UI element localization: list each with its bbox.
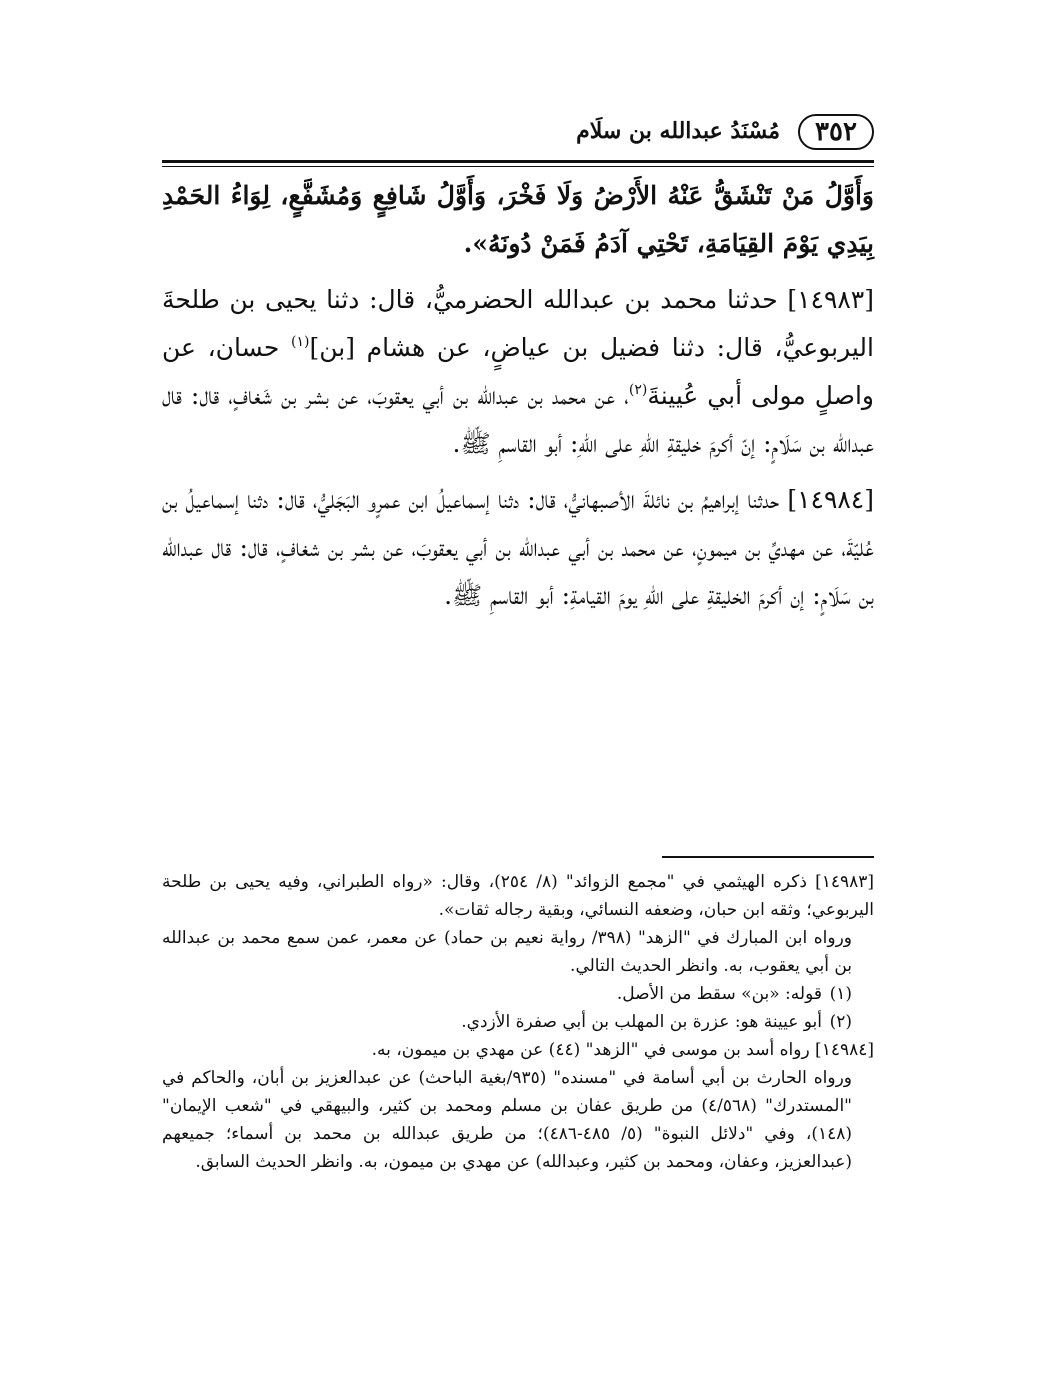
footnote-1-text: قوله: «بن» سقط من الأصل. [616, 984, 822, 1004]
footnote-2 [162, 1008, 874, 1036]
footnote-14984-takhrij: [١٤٩٨٤] رواه أسد بن موسى في "الزهد" (٤٤) عن مهدي بن ميمون، به. [371, 1040, 874, 1060]
header-rule-thick [162, 160, 874, 163]
footnote-1-number: (١) [829, 984, 852, 1004]
footnote-14983-takhrij: [١٤٩٨٣] ذكره الهيثمي في "مجمع الزوائد" (٨/ ٢٥٤)، وقال: «رواه الطبراني، وفيه يحيى بن طلحة اليربوعي؛ وثقه ابن حبان، وضعفه النسائي، وبقية رجاله ثقات». [162, 872, 874, 920]
footnote-2-number: (٢) [829, 1012, 852, 1032]
running-title: مُسْنَدُ عبدالله بن سلَام [576, 118, 780, 144]
hadith-14983 [162, 276, 874, 468]
page-number: ٣٥٢ [798, 114, 874, 150]
main-text [162, 172, 874, 620]
page-header [162, 112, 874, 156]
footnote-ref-2: (٢) [628, 382, 648, 398]
footnote-ref-1: (١) [291, 334, 310, 350]
footnotes [162, 868, 874, 1176]
footnote-14983-more: ورواه ابن المبارك في "الزهد" (٣٩٨/ رواية نعيم بن حماد) عن معمر، عمن سمع محمد بن عبدالله بن أبي يعقوب، به. وانظر الحديث التالي. [162, 928, 852, 976]
footnote-1 [162, 980, 874, 1008]
header-rule-thin [162, 166, 874, 167]
footnote-2-text: أبو عيينة هو: عزرة بن المهلب بن أبي صفرة الأزدي. [461, 1012, 822, 1032]
hadith-14983-part3: ، عن محمد بن عبدالله بن أبي يعقوبَ، عن بشر بن شَغافٍ، قال: قال عبدالله بن سَلَامٍ: إنّ أكرمَ خليقةِ اللهِ على اللهِ: أبو القاسمِ ﷺ. [162, 381, 874, 458]
hadith-quote-continuation: وَأَوَّلُ مَنْ تَنْشَقُّ عَنْهُ الأَرْضُ وَلَا فَخْرَ، وَأَوَّلُ شَافِعٍ وَمُشَفَّعٍ، لِوَاءُ الحَمْدِ بِيَدِي يَوْمَ القِيَامَةِ، تَحْتِي آدَمُ فَمَنْ دُونَهُ». [162, 181, 874, 258]
hadith-14983-part1: [١٤٩٨٣] حدثنا محمد بن عبدالله الحضرميُّ، قال: دثنا يحيى بن طلحةَ اليربوعيُّ، قال: دثنا فضيل بن عياضٍ، عن هشام [بن] [162, 285, 874, 362]
footnote-separator [662, 856, 874, 858]
hadith-14984: [١٤٩٨٤] حدثنا إبراهيمُ بن نائلةَ الأصبهانيُّ، قال: دثنا إسماعيلُ ابن عمرٍو البَجَليُّ، قال: دثنا إسماعيلُ بن عُليّةَ، عن مهديِّ بن ميمونٍ، عن محمد بن أبي عبدالله بن أبي يعقوبَ، عن بشر بن شغافٍ، قال: قال عبدالله بن سَلَامٍ: إن أكرمَ الخليقةِ على اللهِ يومَ القيامةِ: أبو القاسمِ ﷺ. [162, 485, 874, 610]
hadith-14983-part2: حسان، عن واصلٍ مولى أبي عُيينةَ [162, 333, 874, 410]
footnote-14984-more: ورواه الحارث بن أبي أسامة في "مسنده" (٩٣٥/بغية الباحث) عن عبدالعزيز بن أبان، والحاكم في "المستدرك" (٤/٥٦٨) من طريق عفان بن مسلم ومحمد بن كثير، والبيهقي في "شعب الإيمان" (١٤٨)، وفي "دلائل النبوة" (٥/ ٤٨٥-٤٨٦)؛ من طريق عبدالله بن محمد بن أسماء؛ جميعهم (عبدالعزيز، وعفان، ومحمد بن كثير، وعبدالله) عن مهدي بن ميمون، به. وانظر الحديث السابق. [162, 1068, 852, 1172]
